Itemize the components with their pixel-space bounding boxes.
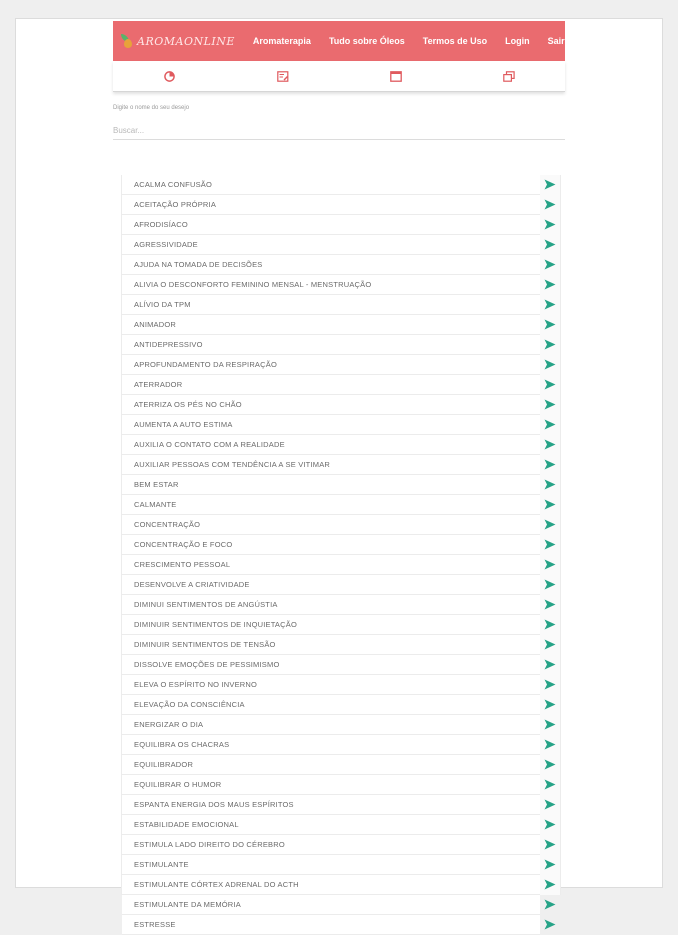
send-arrow-icon[interactable] bbox=[544, 179, 556, 190]
send-arrow-icon[interactable] bbox=[544, 679, 556, 690]
send-arrow-icon[interactable] bbox=[544, 459, 556, 470]
list-item-label: AUXILIAR PESSOAS COM TENDÊNCIA A SE VITIMAR bbox=[134, 460, 331, 469]
list-item[interactable] bbox=[122, 315, 540, 335]
send-arrow-icon[interactable] bbox=[544, 539, 556, 550]
send-arrow-icon[interactable] bbox=[544, 499, 556, 510]
list-item[interactable] bbox=[122, 795, 540, 815]
list-item[interactable] bbox=[122, 335, 540, 355]
brand-logo[interactable] bbox=[121, 34, 235, 48]
list-item-label: CONCENTRAÇÃO E FOCO bbox=[134, 540, 233, 549]
send-arrow-icon[interactable] bbox=[544, 799, 556, 810]
list-item[interactable] bbox=[122, 815, 540, 835]
pie-chart-icon[interactable] bbox=[160, 66, 180, 86]
list-item-label: DIMINUI SENTIMENTOS DE ANGÚSTIA bbox=[134, 600, 278, 609]
send-arrow-icon[interactable] bbox=[544, 819, 556, 830]
nav-link-login[interactable]: Login bbox=[505, 36, 530, 46]
list-item-label: DIMINUIR SENTIMENTOS DE TENSÃO bbox=[134, 640, 276, 649]
send-arrow-icon[interactable] bbox=[544, 319, 556, 330]
search-hint: Digite o nome do seu desejo bbox=[113, 105, 190, 111]
send-arrow-icon[interactable] bbox=[544, 239, 556, 250]
search-input[interactable] bbox=[113, 121, 565, 140]
send-arrow-icon[interactable] bbox=[544, 279, 556, 290]
list-item[interactable] bbox=[122, 555, 540, 575]
send-arrow-icon[interactable] bbox=[544, 259, 556, 270]
send-arrow-icon[interactable] bbox=[544, 719, 556, 730]
send-arrow-icon[interactable] bbox=[544, 339, 556, 350]
list-item[interactable] bbox=[122, 635, 540, 655]
list-item[interactable] bbox=[122, 595, 540, 615]
list-item-label: DIMINUIR SENTIMENTOS DE INQUIETAÇÃO bbox=[134, 620, 297, 629]
nav-link-sair[interactable]: Sair bbox=[547, 36, 565, 46]
list-item-label: EQUILIBRA OS CHACRAS bbox=[134, 740, 230, 749]
list-item[interactable] bbox=[122, 695, 540, 715]
nav-link-aromaterapia[interactable]: Aromaterapia bbox=[252, 36, 311, 46]
send-arrow-icon[interactable] bbox=[544, 839, 556, 850]
send-arrow-icon[interactable] bbox=[544, 579, 556, 590]
icon-toolbar bbox=[113, 61, 565, 92]
list-item-label: BEM ESTAR bbox=[134, 480, 179, 489]
send-arrow-icon[interactable] bbox=[544, 599, 556, 610]
list-item[interactable] bbox=[122, 535, 540, 555]
send-arrow-icon[interactable] bbox=[544, 879, 556, 890]
list-item-label: DESENVOLVE A CRIATIVIDADE bbox=[134, 580, 250, 589]
send-arrow-icon[interactable] bbox=[544, 779, 556, 790]
list-item-label: ANIMADOR bbox=[134, 320, 177, 329]
list-item-label: APROFUNDAMENTO DA RESPIRAÇÃO bbox=[134, 360, 277, 369]
list-item-label: DISSOLVE EMOÇÕES DE PESSIMISMO bbox=[134, 660, 280, 669]
list-item[interactable] bbox=[122, 195, 540, 215]
list-item-label: EQUILIBRADOR bbox=[134, 760, 194, 769]
list-item[interactable] bbox=[122, 855, 540, 875]
nav-link-termos-de-uso[interactable]: Termos de Uso bbox=[422, 36, 488, 46]
list-item-label: ESTIMULANTE CÓRTEX ADRENAL DO ACTH bbox=[134, 880, 299, 889]
list-item[interactable] bbox=[122, 875, 540, 895]
list-item[interactable] bbox=[122, 615, 540, 635]
top-navbar bbox=[113, 21, 565, 61]
leaf-drop-icon bbox=[121, 34, 132, 48]
list-item[interactable] bbox=[122, 675, 540, 695]
list-item-label: ALIVIA O DESCONFORTO FEMININO MENSAL - MENSTRUAÇÃO bbox=[134, 280, 372, 289]
list-item-label: AGRESSIVIDADE bbox=[134, 240, 198, 249]
list-item[interactable] bbox=[122, 455, 540, 475]
list-item-label: ACALMA CONFUSÃO bbox=[134, 180, 213, 189]
send-arrow-icon[interactable] bbox=[544, 299, 556, 310]
list-item-label: ACEITAÇÃO PRÓPRIA bbox=[134, 200, 217, 209]
list-item-label: ELEVA O ESPÍRITO NO INVERNO bbox=[134, 680, 258, 689]
list-item-label: ELEVAÇÃO DA CONSCIÊNCIA bbox=[134, 700, 245, 709]
send-arrow-icon[interactable] bbox=[544, 759, 556, 770]
list-item[interactable] bbox=[122, 255, 540, 275]
send-arrow-icon[interactable] bbox=[544, 859, 556, 870]
list-item[interactable] bbox=[122, 715, 540, 735]
send-arrow-icon[interactable] bbox=[544, 199, 556, 210]
list-item[interactable] bbox=[122, 415, 540, 435]
send-arrow-icon[interactable] bbox=[544, 919, 556, 930]
list-item[interactable] bbox=[122, 775, 540, 795]
list-item[interactable] bbox=[122, 295, 540, 315]
send-arrow-icon[interactable] bbox=[544, 559, 556, 570]
list-item[interactable] bbox=[122, 575, 540, 595]
send-arrow-icon[interactable] bbox=[544, 439, 556, 450]
list-item-label: ATERRIZA OS PÉS NO CHÃO bbox=[134, 400, 242, 409]
list-item-label: ANTIDEPRESSIVO bbox=[134, 340, 203, 349]
send-arrow-icon[interactable] bbox=[544, 419, 556, 430]
list-item[interactable] bbox=[122, 755, 540, 775]
list-item[interactable] bbox=[122, 275, 540, 295]
edit-list-icon[interactable] bbox=[273, 66, 293, 86]
list-item[interactable] bbox=[122, 175, 540, 195]
send-arrow-icon[interactable] bbox=[544, 639, 556, 650]
list-item[interactable] bbox=[122, 895, 540, 915]
list-item-label: CRESCIMENTO PESSOAL bbox=[134, 560, 231, 569]
list-item-label: CONCENTRAÇÃO bbox=[134, 520, 201, 529]
list-item-label: ENERGIZAR O DIA bbox=[134, 720, 204, 729]
list-item[interactable] bbox=[122, 735, 540, 755]
window-icon[interactable] bbox=[386, 66, 406, 86]
copy-icon[interactable] bbox=[499, 66, 519, 86]
send-arrow-icon[interactable] bbox=[544, 379, 556, 390]
send-arrow-icon[interactable] bbox=[544, 899, 556, 910]
send-arrow-icon[interactable] bbox=[544, 619, 556, 630]
nav-menu bbox=[235, 36, 575, 46]
list-item-label: ATERRADOR bbox=[134, 380, 183, 389]
list-item-label: EQUILIBRAR O HUMOR bbox=[134, 780, 222, 789]
list-item-label: AUMENTA A AUTO ESTIMA bbox=[134, 420, 233, 429]
list-item[interactable] bbox=[122, 355, 540, 375]
page-container bbox=[15, 18, 663, 929]
list-item-label: ESTIMULANTE bbox=[134, 860, 189, 869]
list-item[interactable] bbox=[122, 655, 540, 675]
list-item-label: ESPANTA ENERGIA DOS MAUS ESPÍRITOS bbox=[134, 800, 294, 809]
list-item-label: ESTABILIDADE EMOCIONAL bbox=[134, 820, 239, 829]
list-item[interactable] bbox=[122, 435, 540, 455]
list-item-label: ESTRESSE bbox=[134, 920, 176, 929]
list-item[interactable] bbox=[122, 495, 540, 515]
send-arrow-icon[interactable] bbox=[544, 739, 556, 750]
list-item-label: AUXILIA O CONTATO COM A REALIDADE bbox=[134, 440, 285, 449]
list-item-label: ALÍVIO DA TPM bbox=[134, 300, 191, 309]
wish-list bbox=[121, 175, 561, 929]
list-item[interactable] bbox=[122, 375, 540, 395]
list-item[interactable] bbox=[122, 835, 540, 855]
send-arrow-icon[interactable] bbox=[544, 359, 556, 370]
send-arrow-icon[interactable] bbox=[544, 699, 556, 710]
brand-name: AROMAONLINE bbox=[137, 34, 235, 48]
list-item-label: ESTIMULA LADO DIREITO DO CÉREBRO bbox=[134, 840, 285, 849]
list-item-label: AFRODISÍACO bbox=[134, 220, 188, 229]
send-arrow-icon[interactable] bbox=[544, 659, 556, 670]
list-item[interactable] bbox=[122, 215, 540, 235]
list-item[interactable] bbox=[122, 515, 540, 535]
send-arrow-icon[interactable] bbox=[544, 219, 556, 230]
list-item[interactable] bbox=[122, 915, 540, 935]
send-arrow-icon[interactable] bbox=[544, 519, 556, 530]
list-item[interactable] bbox=[122, 395, 540, 415]
send-arrow-icon[interactable] bbox=[544, 399, 556, 410]
list-item[interactable] bbox=[122, 475, 540, 495]
send-arrow-icon[interactable] bbox=[544, 479, 556, 490]
list-item-label: ESTIMULANTE DA MEMÓRIA bbox=[134, 900, 241, 909]
list-item[interactable] bbox=[122, 235, 540, 255]
nav-link-tudo-sobre-oleos[interactable]: Tudo sobre Óleos bbox=[328, 36, 405, 46]
list-item-label: CALMANTE bbox=[134, 500, 177, 509]
list-item-label: AJUDA NA TOMADA DE DECISÕES bbox=[134, 260, 263, 269]
